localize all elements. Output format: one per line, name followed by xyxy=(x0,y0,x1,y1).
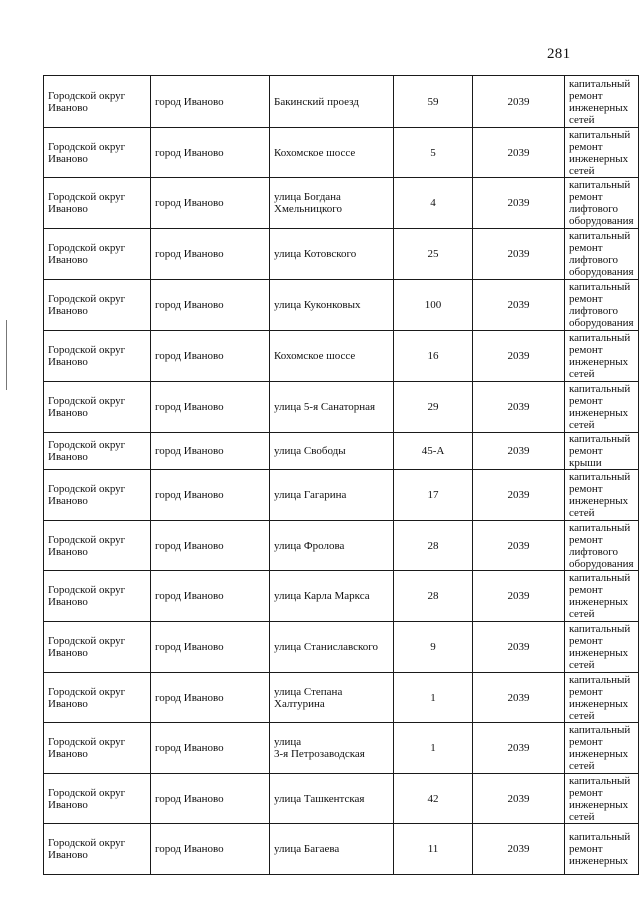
year-text: 2039 xyxy=(507,843,530,855)
work-type-text: капитальный ремонт инженерных xyxy=(569,831,631,867)
city-text: город Иваново xyxy=(155,445,224,457)
city-text: город Иваново xyxy=(155,146,224,159)
year-text: 2039 xyxy=(507,445,530,457)
city-cell xyxy=(151,622,270,673)
municipal-district-cell xyxy=(44,280,151,331)
house-number-cell xyxy=(394,723,473,774)
street-cell xyxy=(270,229,394,280)
house-number-text: 59 xyxy=(427,95,439,108)
city-cell xyxy=(151,723,270,774)
street-text: Кохомское шоссе xyxy=(274,350,356,362)
municipal-district-text: Городской округ Иваново xyxy=(48,344,126,368)
city-text: город Иваново xyxy=(155,539,224,552)
table-row xyxy=(44,331,639,382)
table-row xyxy=(44,229,639,280)
street-text: улица Котовского xyxy=(274,248,357,260)
municipal-district-text: Городской округ Иваново xyxy=(48,786,126,811)
year-cell xyxy=(473,128,565,178)
street-text: Бакинский проезд xyxy=(274,95,359,108)
house-number-text: 25 xyxy=(427,248,439,260)
work-type-text: капитальный ремонт лифтового оборудования xyxy=(569,230,634,278)
house-number-text: 1 xyxy=(430,742,436,754)
municipal-district-text: Городской округ Иваново xyxy=(48,242,126,266)
house-number-text: 45-А xyxy=(421,445,445,457)
municipal-district-text: Городской округ Иваново xyxy=(48,483,126,507)
house-number-text: 42 xyxy=(427,792,439,805)
work-type-cell xyxy=(565,382,639,433)
year-text: 2039 xyxy=(507,197,530,209)
municipal-district-text: Городской округ Иваново xyxy=(48,533,126,558)
work-type-text: капитальный ремонт инженерных сетей xyxy=(569,128,631,177)
table-row xyxy=(44,571,639,622)
year-cell xyxy=(473,521,565,571)
street-cell xyxy=(270,280,394,331)
table-row xyxy=(44,76,639,128)
house-number-cell xyxy=(394,622,473,673)
year-text: 2039 xyxy=(507,691,530,704)
year-cell xyxy=(473,433,565,470)
house-number-text: 29 xyxy=(427,401,439,413)
page-number: 281 xyxy=(547,46,571,62)
house-number-cell xyxy=(394,229,473,280)
year-cell xyxy=(473,331,565,382)
year-cell xyxy=(473,382,565,433)
city-text: город Иваново xyxy=(155,691,224,704)
year-cell xyxy=(473,824,565,875)
work-type-cell xyxy=(565,229,639,280)
table-row xyxy=(44,470,639,521)
municipal-district-cell xyxy=(44,433,151,470)
house-number-cell xyxy=(394,521,473,571)
city-text: город Иваново xyxy=(155,489,224,501)
table-row xyxy=(44,280,639,331)
work-type-cell xyxy=(565,280,639,331)
city-cell xyxy=(151,331,270,382)
municipal-district-cell xyxy=(44,723,151,774)
house-number-text: 4 xyxy=(430,197,436,209)
year-cell xyxy=(473,622,565,673)
house-number-cell xyxy=(394,673,473,723)
work-type-text: капитальный ремонт инженерных сетей xyxy=(569,774,631,823)
house-number-cell xyxy=(394,774,473,824)
house-number-text: 17 xyxy=(427,489,439,501)
street-cell xyxy=(270,433,394,470)
street-text: улица Богдана Хмельницкого xyxy=(274,191,342,215)
year-text: 2039 xyxy=(507,401,530,413)
city-cell xyxy=(151,521,270,571)
municipal-district-text: Городской округ Иваново xyxy=(48,191,126,215)
street-text: улица Станиславского xyxy=(274,641,378,653)
year-cell xyxy=(473,571,565,622)
street-cell xyxy=(270,76,394,128)
municipal-district-cell xyxy=(44,622,151,673)
table-row xyxy=(44,824,639,875)
street-text: улица Фролова xyxy=(274,539,345,552)
work-type-text: капитальный ремонт лифтового оборудования xyxy=(569,179,634,227)
street-cell xyxy=(270,331,394,382)
table-row xyxy=(44,774,639,824)
municipal-district-text: Городской округ Иваново xyxy=(48,395,126,419)
house-number-text: 16 xyxy=(427,350,439,362)
house-number-cell xyxy=(394,331,473,382)
street-cell xyxy=(270,128,394,178)
year-text: 2039 xyxy=(507,489,530,501)
city-text: город Иваново xyxy=(155,401,224,413)
year-cell xyxy=(473,76,565,128)
table-row xyxy=(44,382,639,433)
year-text: 2039 xyxy=(507,95,530,108)
municipal-district-cell xyxy=(44,331,151,382)
year-cell xyxy=(473,673,565,723)
work-type-cell xyxy=(565,571,639,622)
city-cell xyxy=(151,76,270,128)
work-type-text: капитальный ремонт инженерных сетей xyxy=(569,77,631,126)
municipal-district-cell xyxy=(44,571,151,622)
city-cell xyxy=(151,229,270,280)
work-type-text: капитальный ремонт инженерных сетей xyxy=(569,332,631,380)
table-row xyxy=(44,622,639,673)
city-text: город Иваново xyxy=(155,197,224,209)
street-cell xyxy=(270,824,394,875)
municipal-district-text: Городской округ Иваново xyxy=(48,837,126,861)
city-text: город Иваново xyxy=(155,792,224,805)
work-type-cell xyxy=(565,470,639,521)
table-row xyxy=(44,178,639,229)
street-text: улица Степана Халтурина xyxy=(274,685,343,710)
city-cell xyxy=(151,128,270,178)
city-text: город Иваново xyxy=(155,95,224,108)
street-cell xyxy=(270,382,394,433)
work-type-cell xyxy=(565,774,639,824)
work-type-text: капитальный ремонт инженерных сетей xyxy=(569,471,631,519)
municipal-district-cell xyxy=(44,178,151,229)
work-type-text: капитальный ремонт инженерных сетей xyxy=(569,572,631,620)
municipal-district-cell xyxy=(44,470,151,521)
house-number-cell xyxy=(394,470,473,521)
year-text: 2039 xyxy=(507,350,530,362)
table-row xyxy=(44,521,639,571)
city-text: город Иваново xyxy=(155,641,224,653)
municipal-district-cell xyxy=(44,521,151,571)
municipal-district-text: Городской округ Иваново xyxy=(48,140,126,165)
street-cell xyxy=(270,673,394,723)
street-text: улица 3-я Петрозаводская xyxy=(274,736,365,760)
work-type-text: капитальный ремонт крыши xyxy=(569,433,631,469)
work-type-cell xyxy=(565,824,639,875)
work-type-cell xyxy=(565,723,639,774)
house-number-cell xyxy=(394,280,473,331)
street-text: улица 5-я Санаторная xyxy=(274,401,376,413)
municipal-district-text: Городской округ Иваново xyxy=(48,635,126,659)
municipal-district-text: Городской округ Иваново xyxy=(48,439,126,463)
municipal-district-cell xyxy=(44,824,151,875)
city-text: город Иваново xyxy=(155,843,224,855)
city-cell xyxy=(151,824,270,875)
work-type-text: капитальный ремонт инженерных сетей xyxy=(569,673,631,722)
municipal-district-text: Городской округ Иваново xyxy=(48,293,126,317)
house-number-cell xyxy=(394,433,473,470)
year-cell xyxy=(473,774,565,824)
city-text: город Иваново xyxy=(155,248,224,260)
work-type-cell xyxy=(565,331,639,382)
year-cell xyxy=(473,178,565,229)
city-cell xyxy=(151,571,270,622)
year-text: 2039 xyxy=(507,299,530,311)
municipal-district-cell xyxy=(44,229,151,280)
table-body xyxy=(44,76,639,875)
work-type-text: капитальный ремонт инженерных сетей xyxy=(569,623,631,671)
year-cell xyxy=(473,280,565,331)
table-row xyxy=(44,673,639,723)
year-text: 2039 xyxy=(507,146,530,159)
municipal-district-cell xyxy=(44,774,151,824)
municipal-district-text: Городской округ Иваново xyxy=(48,89,126,114)
city-cell xyxy=(151,433,270,470)
table-row xyxy=(44,433,639,470)
street-text: улица Гагарина xyxy=(274,489,347,501)
work-type-text: капитальный ремонт лифтового оборудования xyxy=(569,281,634,329)
house-number-cell xyxy=(394,382,473,433)
house-number-text: 1 xyxy=(430,691,436,704)
municipal-district-text: Городской округ Иваново xyxy=(48,685,126,710)
city-text: город Иваново xyxy=(155,742,224,754)
municipal-district-cell xyxy=(44,673,151,723)
municipal-district-cell xyxy=(44,128,151,178)
house-number-cell xyxy=(394,571,473,622)
municipal-district-cell xyxy=(44,382,151,433)
city-cell xyxy=(151,673,270,723)
street-cell xyxy=(270,622,394,673)
house-number-text: 28 xyxy=(427,590,439,602)
work-type-cell xyxy=(565,128,639,178)
street-cell xyxy=(270,723,394,774)
house-number-cell xyxy=(394,824,473,875)
year-cell xyxy=(473,723,565,774)
street-text: улица Куконковых xyxy=(274,299,361,311)
year-text: 2039 xyxy=(507,248,530,260)
work-type-cell xyxy=(565,673,639,723)
work-type-cell xyxy=(565,76,639,128)
municipal-district-cell xyxy=(44,76,151,128)
house-number-cell xyxy=(394,128,473,178)
work-type-text: капитальный ремонт лифтового оборудования xyxy=(569,521,634,570)
city-text: город Иваново xyxy=(155,590,224,602)
house-number-cell xyxy=(394,76,473,128)
house-number-cell xyxy=(394,178,473,229)
house-number-text: 11 xyxy=(427,843,439,855)
table-row xyxy=(44,128,639,178)
table-row xyxy=(44,723,639,774)
street-cell xyxy=(270,178,394,229)
street-text: улица Багаева xyxy=(274,843,340,855)
city-cell xyxy=(151,280,270,331)
year-text: 2039 xyxy=(507,742,530,754)
municipal-district-text: Городской округ Иваново xyxy=(48,736,126,760)
street-cell xyxy=(270,521,394,571)
work-type-text: капитальный ремонт инженерных сетей xyxy=(569,724,631,772)
street-cell xyxy=(270,571,394,622)
street-text: улица Карла Маркса xyxy=(274,590,370,602)
overhaul-schedule-table xyxy=(43,75,639,875)
year-text: 2039 xyxy=(507,792,530,805)
street-text: улица Ташкентская xyxy=(274,792,365,805)
year-text: 2039 xyxy=(507,539,530,552)
house-number-text: 100 xyxy=(424,299,442,311)
work-type-cell xyxy=(565,622,639,673)
city-cell xyxy=(151,774,270,824)
work-type-cell xyxy=(565,521,639,571)
year-text: 2039 xyxy=(507,641,530,653)
work-type-cell xyxy=(565,433,639,470)
city-cell xyxy=(151,178,270,229)
city-text: город Иваново xyxy=(155,350,224,362)
house-number-text: 9 xyxy=(430,641,436,653)
street-cell xyxy=(270,774,394,824)
work-type-cell xyxy=(565,178,639,229)
city-cell xyxy=(151,382,270,433)
city-cell xyxy=(151,470,270,521)
street-text: Кохомское шоссе xyxy=(274,146,356,159)
house-number-text: 5 xyxy=(430,146,436,159)
year-text: 2039 xyxy=(507,590,530,602)
street-text: улица Свободы xyxy=(274,445,346,457)
house-number-text: 28 xyxy=(427,539,439,552)
scan-margin-line xyxy=(6,320,7,390)
year-cell xyxy=(473,470,565,521)
municipal-district-text: Городской округ Иваново xyxy=(48,584,126,608)
work-type-text: капитальный ремонт инженерных сетей xyxy=(569,383,631,431)
city-text: город Иваново xyxy=(155,299,224,311)
year-cell xyxy=(473,229,565,280)
street-cell xyxy=(270,470,394,521)
